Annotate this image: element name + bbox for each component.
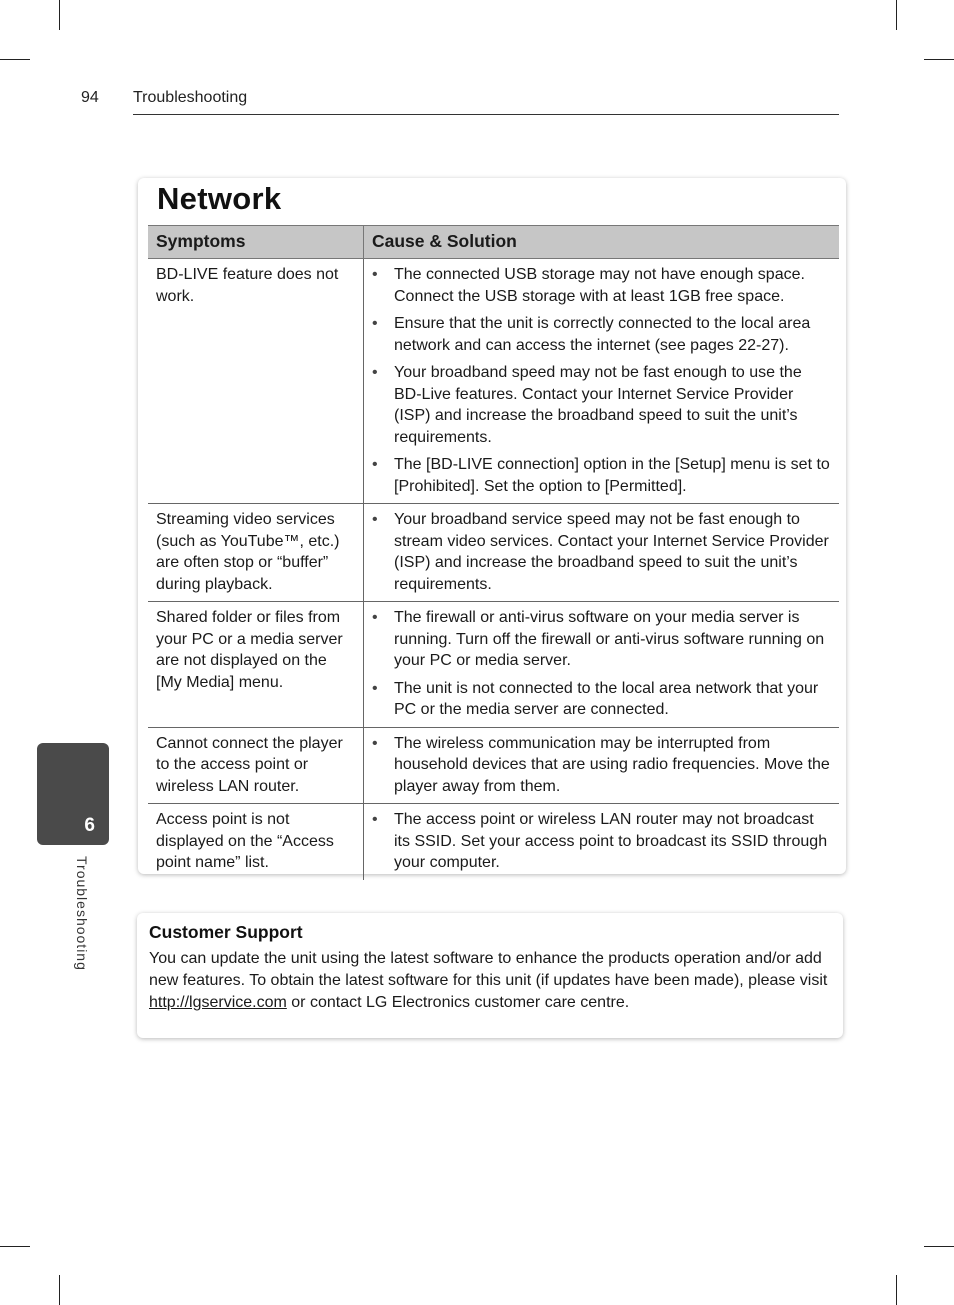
bullet-icon: • [372, 456, 378, 473]
cause-solution-cell [364, 504, 840, 602]
cause-text: The [BD-LIVE connection] option in the [Setup] menu is set to [Prohibited]. Set the option to [Permitted]. [394, 456, 830, 495]
support-text-before-link: You can update the unit using the latest software to enhance the products operation and/or add new features. To obtain the latest software for this unit (if updates have been made), please visit [149, 950, 828, 989]
cause-text: The access point or wireless LAN router may not broadcast its SSID. Set your access point to broadcast its SSID through your computer. [394, 811, 828, 871]
symptom-cell: Cannot connect the player to the access point or wireless LAN router. [148, 727, 364, 804]
table-body [148, 259, 839, 880]
bullet-icon: • [372, 315, 378, 332]
cause-solution-cell [364, 602, 840, 728]
table-row [148, 602, 839, 728]
cause-list-item [372, 362, 831, 448]
bullet-icon: • [372, 734, 378, 752]
cause-text: The firewall or anti-virus software on your media server is running. Turn off the firewall or anti-virus software running on your PC or media server. [394, 609, 825, 669]
chapter-side-label: Troubleshooting [74, 856, 90, 971]
cause-list-item [372, 607, 831, 672]
cause-text: The connected USB storage may not have enough space. Connect the USB storage with at least 1GB free space. [394, 266, 805, 305]
table-row [148, 259, 839, 504]
crop-mark [59, 1275, 60, 1305]
running-head-title: Troubleshooting [133, 89, 248, 106]
cause-list-item [372, 509, 831, 595]
column-header-symptoms: Symptoms [148, 226, 364, 259]
cause-list [372, 809, 831, 874]
crop-mark [896, 0, 897, 30]
cause-list [372, 733, 831, 798]
support-text-after-link: or contact LG Electronics customer care centre. [286, 993, 630, 1011]
customer-support-title: Customer Support [149, 922, 303, 942]
table-row [148, 804, 839, 880]
column-header-cause-solution: Cause & Solution [364, 226, 840, 259]
cause-list-item [372, 264, 831, 307]
table-row [148, 504, 839, 602]
cause-list-item [372, 678, 831, 721]
symptom-cell: Streaming video services (such as YouTube™, etc.) are often stop or “buffer” during playback. [148, 504, 364, 602]
customer-support-text [149, 948, 833, 1013]
cause-solution-cell [364, 804, 840, 880]
header-rule [133, 114, 839, 115]
bullet-icon: • [372, 266, 378, 283]
crop-mark [924, 1246, 954, 1247]
cause-text: The unit is not connected to the local area network that your PC or the media server are connected. [394, 679, 819, 718]
cause-list-item [372, 733, 831, 798]
bullet-icon: • [372, 811, 378, 828]
bullet-icon: • [372, 364, 378, 381]
cause-list [372, 264, 831, 497]
crop-mark [0, 59, 30, 60]
cause-text: Your broadband speed may not be fast enough to use the BD-Live features. Contact your Internet Service Provider (ISP) and increase the broadband speed to suit the unit’s requirements. [394, 364, 802, 446]
troubleshooting-table [148, 225, 839, 880]
bullet-icon: • [372, 609, 378, 626]
symptom-cell: Shared folder or files from your PC or a media server are not displayed on the [My Media] menu. [148, 602, 364, 728]
cause-list-item [372, 809, 831, 874]
crop-mark [0, 1246, 30, 1247]
cause-text: Your broadband service speed may not be fast enough to stream video services. Contact your Internet Service Provider (ISP) and increase the broadband speed to suit the unit’s requirements. [394, 511, 829, 593]
table-row [148, 727, 839, 804]
bullet-icon: • [372, 511, 378, 528]
cause-list-item [372, 313, 831, 356]
cause-solution-cell [364, 259, 840, 504]
cause-text: The wireless communication may be interrupted from household devices that are using radio frequencies. Move the player away from them. [394, 734, 830, 795]
cause-list [372, 607, 831, 721]
lgservice-link[interactable]: http://lgservice.com [149, 993, 287, 1011]
section-title: Network [157, 181, 282, 216]
page-number: 94 [81, 89, 99, 106]
table-header-row [148, 226, 839, 259]
crop-mark [896, 1275, 897, 1305]
bullet-icon: • [372, 679, 378, 697]
symptom-cell: Access point is not displayed on the “Access point name” list. [148, 804, 364, 880]
cause-text: Ensure that the unit is correctly connected to the local area network and can access the internet (see pages 22-27). [394, 315, 811, 354]
chapter-number: 6 [84, 815, 95, 836]
cause-solution-cell [364, 727, 840, 804]
cause-list [372, 509, 831, 595]
crop-mark [59, 0, 60, 30]
cause-list-item [372, 454, 831, 497]
symptom-cell: BD-LIVE feature does not work. [148, 259, 364, 504]
crop-mark [924, 59, 954, 60]
